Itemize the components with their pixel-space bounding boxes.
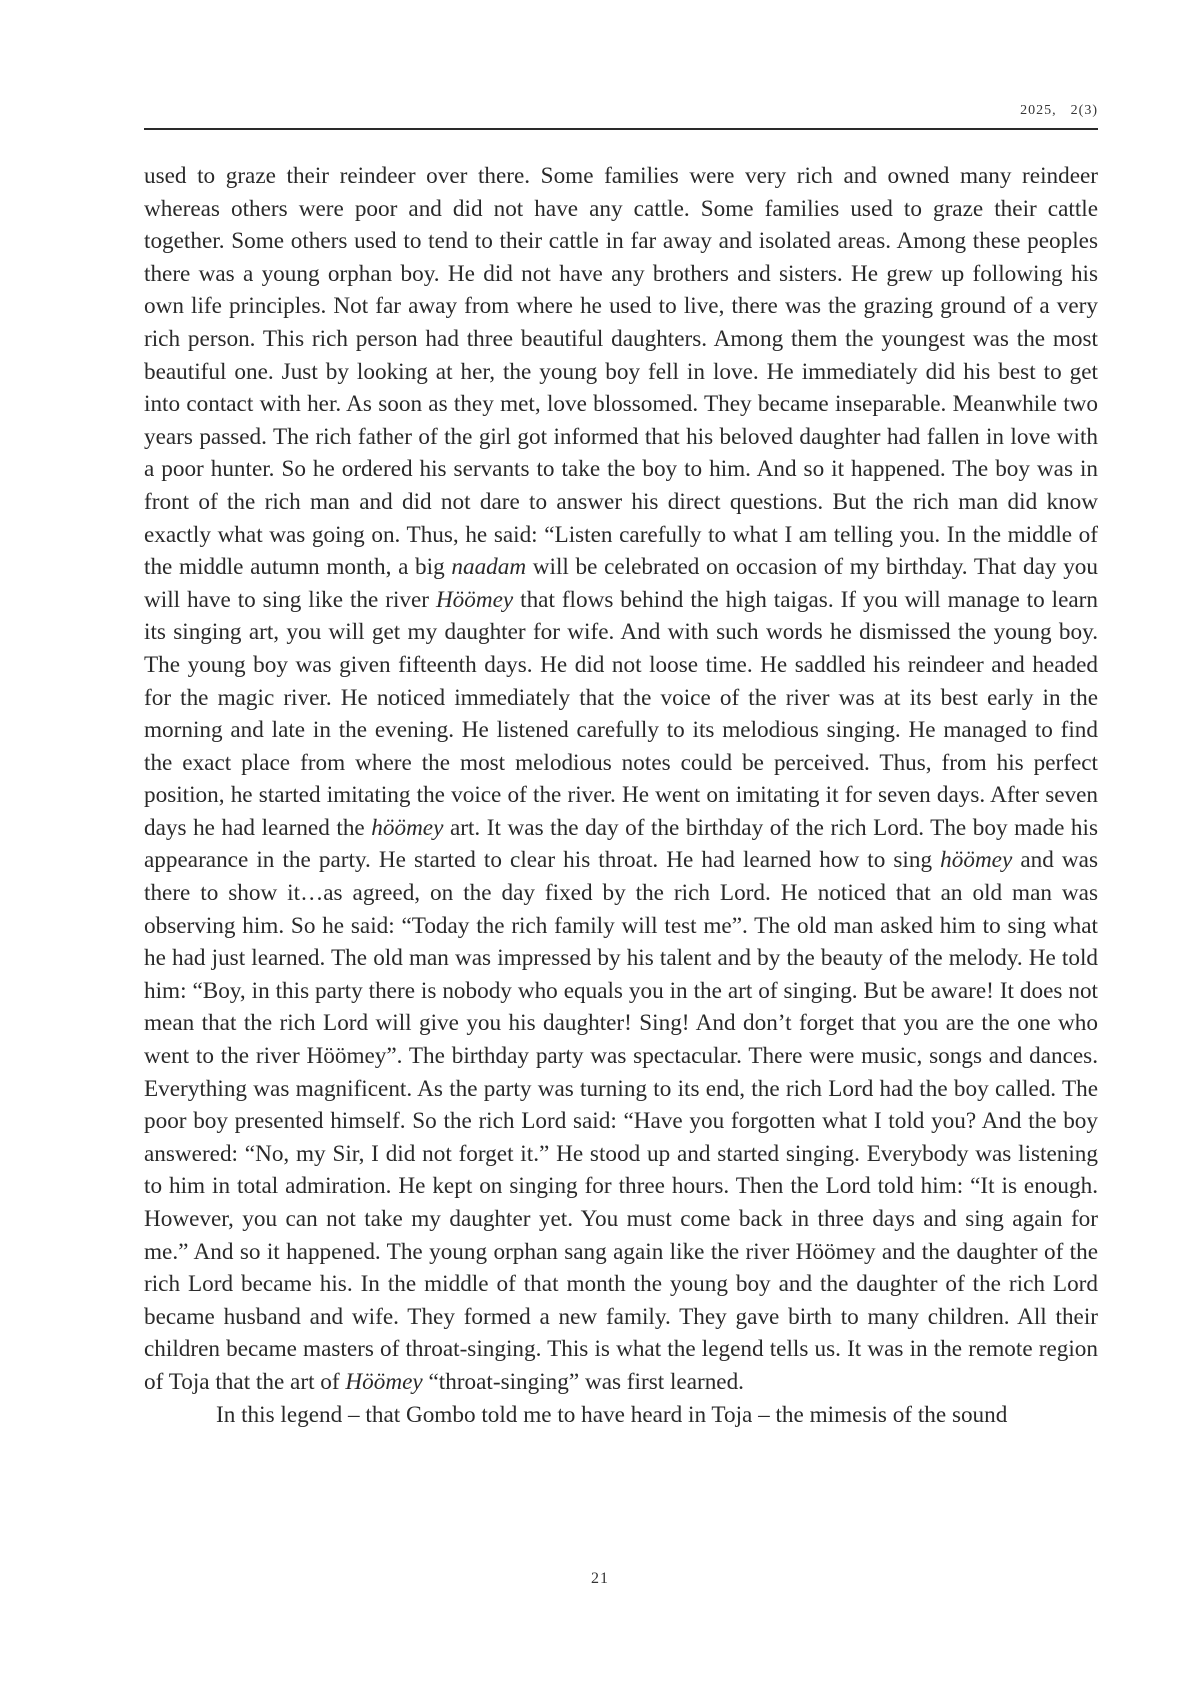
text-segment: that flows behind the high taigas. If you will manage to learn its singing art, you will get my daughter for wife. And with such words he dismissed the young boy. The young boy was given fifteenth days. He did not loose time. He saddled his reindeer and headed for the magic river. He noticed immediately that the voice of the river was at its best early in the morning and late in the evening. He listened carefully to its melodious singing. He managed to find the exact place from where the most melodious notes could be perceived. Thus, from his perfect position, he started imitating the voice of the river. He went on imitating it for seven days. After seven days he had learned the [144, 586, 1098, 841]
text-segment: art. It was the day of the birthday of the rich Lord. The boy made his appearance in the party. He started to clear his throat. He had learned how to sing [144, 814, 1098, 874]
text-segment: used to graze their reindeer over there. Some families were very rich and owned many reindeer whereas others were poor and did not have any cattle. Some families used to graze their cattle together. Some others used to tend to their cattle in far away and isolated areas. Among these peoples there was a young orphan boy. He did not have any brothers and sisters. He grew up following his own life principles. Not far away from where he used to live, there was the grazing ground of a very rich person. This rich person had three beautiful daughters. Among them the youngest was the most beautiful one. Just by looking at her, the young boy fell in love. He immediately did his best to get into contact with her. As soon as they met, love blossomed. They became inseparable. Meanwhile two years passed. The rich father of the girl got informed that his beloved daughter had fallen in love with a poor hunter. So he ordered his servants to take the boy to him. And so it happened. The boy was in front of the rich man and did not dare to answer his direct questions. But the rich man did know exactly what was going on. Thus, he said: “Listen carefully to what I am telling you. In the middle of the middle autumn month, a big [144, 163, 1098, 581]
text-segment: In this legend – that Gombo told me to have heard in Toja – the mimesis of the sound [216, 1401, 1008, 1428]
text-segment: and was there to show it…as agreed, on the day fixed by the rich Lord. He noticed that an old man was observing him. So he said: “Today the rich family will test me”. The old man asked him to sing what he had just learned. The old man was impressed by his talent and by the beauty of the melody. He told him: “Boy, in this party there is nobody who equals you in the art of singing. But be aware! It does not mean that the rich Lord will give you his daughter! Sing! And don’t forget that you are the one who went to the river Höömey”. The birthday party was spectacular. There were music, songs and dances. Everything was magnificent. As the party was turning to its end, the rich Lord had the boy called. The poor boy presented himself. So the rich Lord said: “Have you forgotten what I told you? And the boy answered: “No, my Sir, I did not forget it.” He stood up and started singing. Everybody was listening to him in total admiration. He kept on singing for three hours. Then the Lord told him: “It is enough. However, you can not take my daughter yet. You must come back in three days and sing again for me.” And so it happened. The young orphan sang again like the river Höömey and the daughter of the rich Lord became his. In the middle of that month the young boy and the daughter of the rich Lord became husband and wife. They formed a new family. They gave birth to many children. All their children became masters of throat-singing. This is what the legend tells us. It was in the remote region of Toja that the art of [144, 847, 1098, 1395]
italic-term-naadam: naadam [451, 554, 527, 581]
journal-issue-info [1020, 103, 1098, 119]
italic-term-hoomey: höömey [371, 814, 444, 841]
page-number: 21 [591, 1570, 609, 1587]
header-issue: 2(3) [1070, 103, 1098, 118]
article-body [144, 160, 1098, 1431]
paragraph-commentary [144, 1399, 1098, 1432]
header-year: 2025, [1020, 103, 1057, 118]
text-segment: “throat-singing” was first learned. [422, 1368, 744, 1395]
page-header [144, 100, 1098, 130]
italic-term-hoomey: höömey [940, 847, 1013, 874]
italic-term-hoomey: Höömey [345, 1368, 423, 1395]
paragraph-legend [144, 160, 1098, 1399]
text-segment: will be celebrated on occasion of my birthday. That day you will have to sing like the river [144, 554, 1098, 613]
italic-term-hoomey: Höömey [435, 586, 514, 613]
